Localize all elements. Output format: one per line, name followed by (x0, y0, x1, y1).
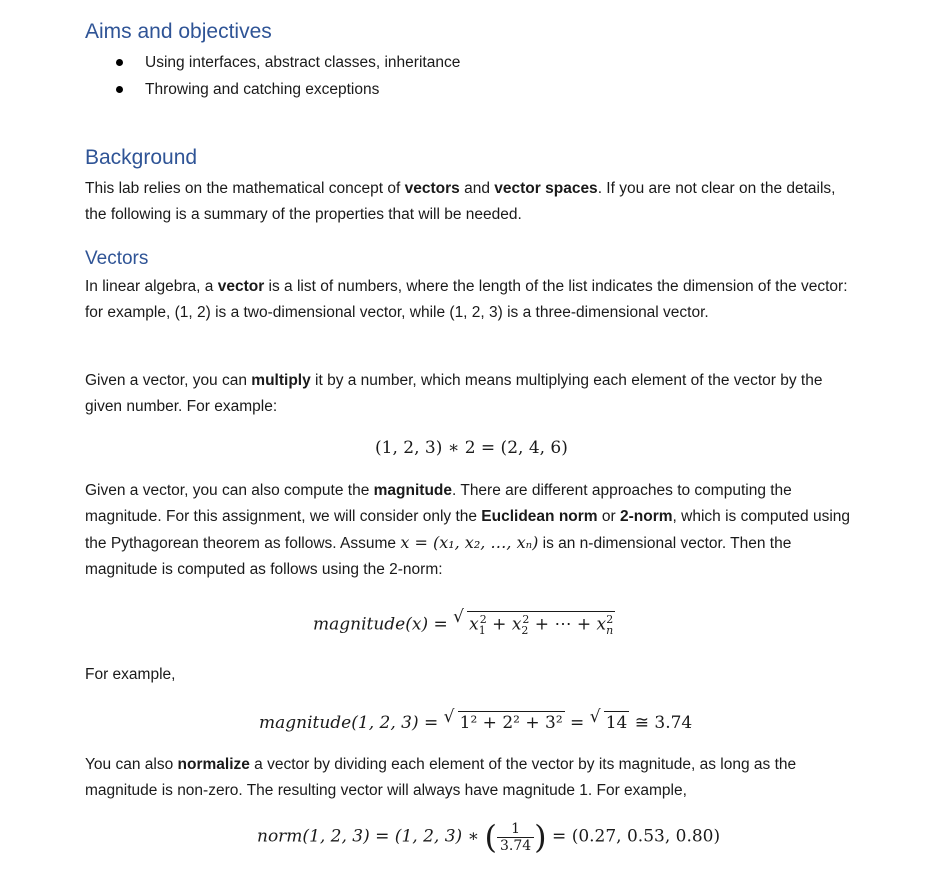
list-item: Using interfaces, abstract classes, inheritance (85, 52, 460, 79)
aims-heading: Aims and objectives (85, 20, 272, 43)
equation-normalize-example: norm(1, 2, 3) = (1, 2, 3) ∗ ( $\frac{1}{3.74}$ ) = (0.27, 0.53, 0.80) (257, 818, 721, 856)
vectors-heading: Vectors (85, 248, 149, 269)
vectors-paragraph-3: Given a vector, you can also compute the magnitude. There are different approaches to computing the magnitude. For this assignment, we will consider only the Euclidean norm or 2-norm, which is computed using the Pythagorean theorem as follows. Assume x = (x₁, x₂, …, xₙ) is an n-dimensional vector. Then the magnitude is computed as follows using the 2-norm: (85, 482, 851, 578)
background-paragraph: This lab relies on the mathematical concept of vectors and vector spaces. If you are not clear on the details, the following is a summary of the properties that will be needed. (85, 180, 836, 223)
equation-magnitude-example: magnitude(1, 2, 3) = √ 1² + 2² + 3² = √ 14 ≅ 3.74 (259, 707, 693, 733)
vectors-paragraph-2: Given a vector, you can multiply it by a number, which means multiplying each element of the vector by the given number. For example: (85, 372, 823, 415)
for-example-label: For example, (85, 666, 176, 683)
background-heading: Background (85, 146, 198, 169)
vectors-paragraph-4: You can also normalize a vector by dividing each element of the vector by its magnitude, as long as the magnitude is non-zero. The resulting vector will always have magnitude 1. For example, (85, 756, 797, 799)
aims-list (85, 52, 460, 106)
equation-magnitude-definition: magnitude(x) = √ $x_1^2 + x_2^2$ + ⋯ + $x_n^2$ (313, 607, 614, 638)
vectors-paragraph-1: In linear algebra, a vector is a list of numbers, where the length of the list indicates the dimension of the vector: for example, (1, 2) is a two-dimensional vector, while (1, 2, 3) is a three-dimensional vector. (85, 278, 848, 321)
bullet-icon (116, 59, 123, 66)
list-item: Throwing and catching exceptions (85, 79, 460, 106)
bullet-icon (116, 86, 123, 93)
equation-multiply: (1, 2, 3) ∗ 2 = (2, 4, 6) (375, 438, 568, 458)
